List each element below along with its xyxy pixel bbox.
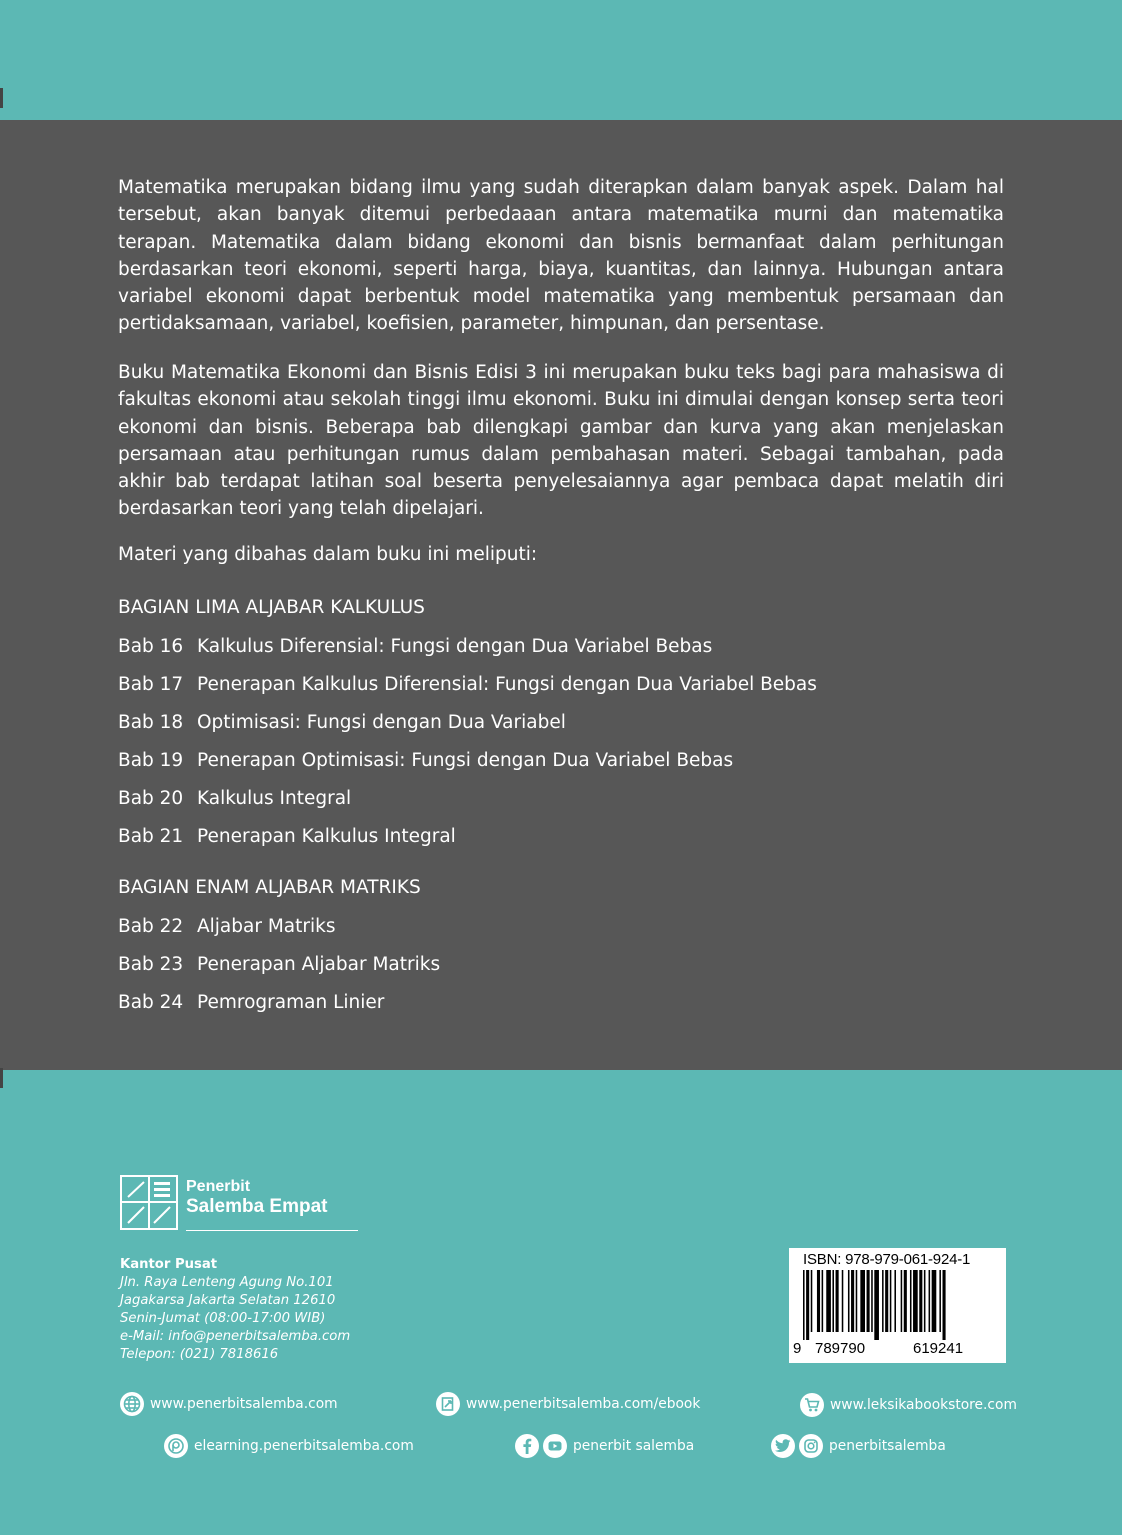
ebook-link[interactable] xyxy=(436,1392,700,1416)
office-address-line: Jagakarsa Jakarta Selatan 12610 xyxy=(120,1293,336,1308)
chapter-19: Bab 19 Penerapan Optimisasi: Fungsi dengan Dua Variabel Bebas xyxy=(118,750,734,771)
office-hours: Senin-Jumat (08:00-17:00 WIB) xyxy=(120,1311,326,1326)
website-url: www.penerbitsalemba.com xyxy=(150,1396,338,1412)
isbn-label: ISBN: 978-979-061-924-1 xyxy=(803,1251,971,1268)
ebook-url: www.penerbitsalemba.com/ebook xyxy=(466,1396,701,1412)
chapter-17: Bab 17 Penerapan Kalkulus Diferensial: Fungsi dengan Dua Variabel Bebas xyxy=(118,674,817,695)
youtube-icon xyxy=(543,1434,567,1458)
office-address xyxy=(120,1256,350,1364)
top-teal-band xyxy=(0,0,1122,120)
facebook-youtube-handle: penerbit salemba xyxy=(573,1438,695,1454)
isbn-barcode-box xyxy=(789,1248,1006,1363)
part-five-title: BAGIAN LIMA ALJABAR KALKULUS xyxy=(118,597,425,618)
description-paragraph-2: Buku Matematika Ekonomi dan Bisnis Edisi 3 ini merupakan buku teks bagi para mahasiswa di fakultas ekonomi atau sekolah tinggi ilmu ekonomi. Buku ini dimulai dengan konsep serta teori ekonomi dan bisnis. Beberapa bab dilengkapi gambar dan kurva yang akan menjelaskan persamaan atau perhitungan rumus dalam pembahasan materi. Sebagai tambahan, pada akhir bab terdapat latihan soal beserta penyelesaiannya agar pembaca dapat melatih diri berdasarkan teori yang telah dipelajari. xyxy=(118,362,1004,520)
chapter-20: Bab 20 Kalkulus Integral xyxy=(118,788,352,809)
elearning-link[interactable] xyxy=(164,1434,414,1458)
chapter-23: Bab 23 Penerapan Aljabar Matriks xyxy=(118,954,441,975)
facebook-icon xyxy=(515,1434,539,1458)
store-url: www.leksikabookstore.com xyxy=(830,1397,1017,1413)
chapter-16: Bab 16 Kalkulus Diferensial: Fungsi dengan Dua Variabel Bebas xyxy=(118,636,713,657)
ebook-icon xyxy=(436,1392,460,1416)
store-link[interactable] xyxy=(800,1393,1017,1417)
chapter-18: Bab 18 Optimisasi: Fungsi dengan Dua Variabel xyxy=(118,712,566,733)
chapter-24: Bab 24 Pemrograman Linier xyxy=(118,992,385,1013)
left-edge-mark xyxy=(0,1068,3,1088)
part-six-title: BAGIAN ENAM ALJABAR MATRIKS xyxy=(118,877,421,898)
left-edge-mark xyxy=(0,88,3,108)
logo-underline xyxy=(186,1230,358,1231)
office-phone: Telepon: (021) 7818616 xyxy=(120,1347,279,1362)
contents-intro: Materi yang dibahas dalam buku ini meliputi: xyxy=(118,544,538,565)
publisher-name: Penerbit Salemba Empat xyxy=(186,1178,328,1217)
website-link[interactable] xyxy=(120,1392,338,1416)
description-paragraph-1: Matematika merupakan bidang ilmu yang sudah diterapkan dalam banyak aspek. Dalam hal tersebut, akan banyak ditemui perbedaaan antara matematika murni dan matematika terapan. Matematika dalam bidang ekonomi dan bisnis bermanfaat dalam perhitungan berdasarkan teori ekonomi, seperti harga, biaya, kuantitas, dan lainnya. Hubungan antara variabel ekonomi dapat berbentuk model matematika yang membentuk persamaan dan pertidaksamaan, variabel, koefisien, parameter, himpunan, dan persentase. xyxy=(118,177,1004,335)
twitter-instagram-link[interactable] xyxy=(771,1434,946,1458)
office-heading: Kantor Pusat xyxy=(120,1257,218,1272)
cart-icon xyxy=(800,1393,824,1417)
isbn-digits: 9 789790 619241 xyxy=(793,1340,964,1357)
office-address-line: Jln. Raya Lenteng Agung No.101 xyxy=(120,1275,334,1290)
publisher-logo-icon xyxy=(120,1175,178,1230)
barcode-graphic xyxy=(803,1270,993,1340)
instagram-icon xyxy=(799,1434,823,1458)
twitter-instagram-handle: penerbitsalemba xyxy=(829,1438,946,1454)
globe-icon xyxy=(120,1392,144,1416)
twitter-icon xyxy=(771,1434,795,1458)
chapter-22: Bab 22 Aljabar Matriks xyxy=(118,916,336,937)
facebook-youtube-link[interactable] xyxy=(515,1434,694,1458)
elearning-icon xyxy=(164,1434,188,1458)
chapter-21: Bab 21 Penerapan Kalkulus Integral xyxy=(118,826,456,847)
elearning-url: elearning.penerbitsalemba.com xyxy=(194,1438,414,1454)
office-email: e-Mail: info@penerbitsalemba.com xyxy=(120,1329,351,1344)
